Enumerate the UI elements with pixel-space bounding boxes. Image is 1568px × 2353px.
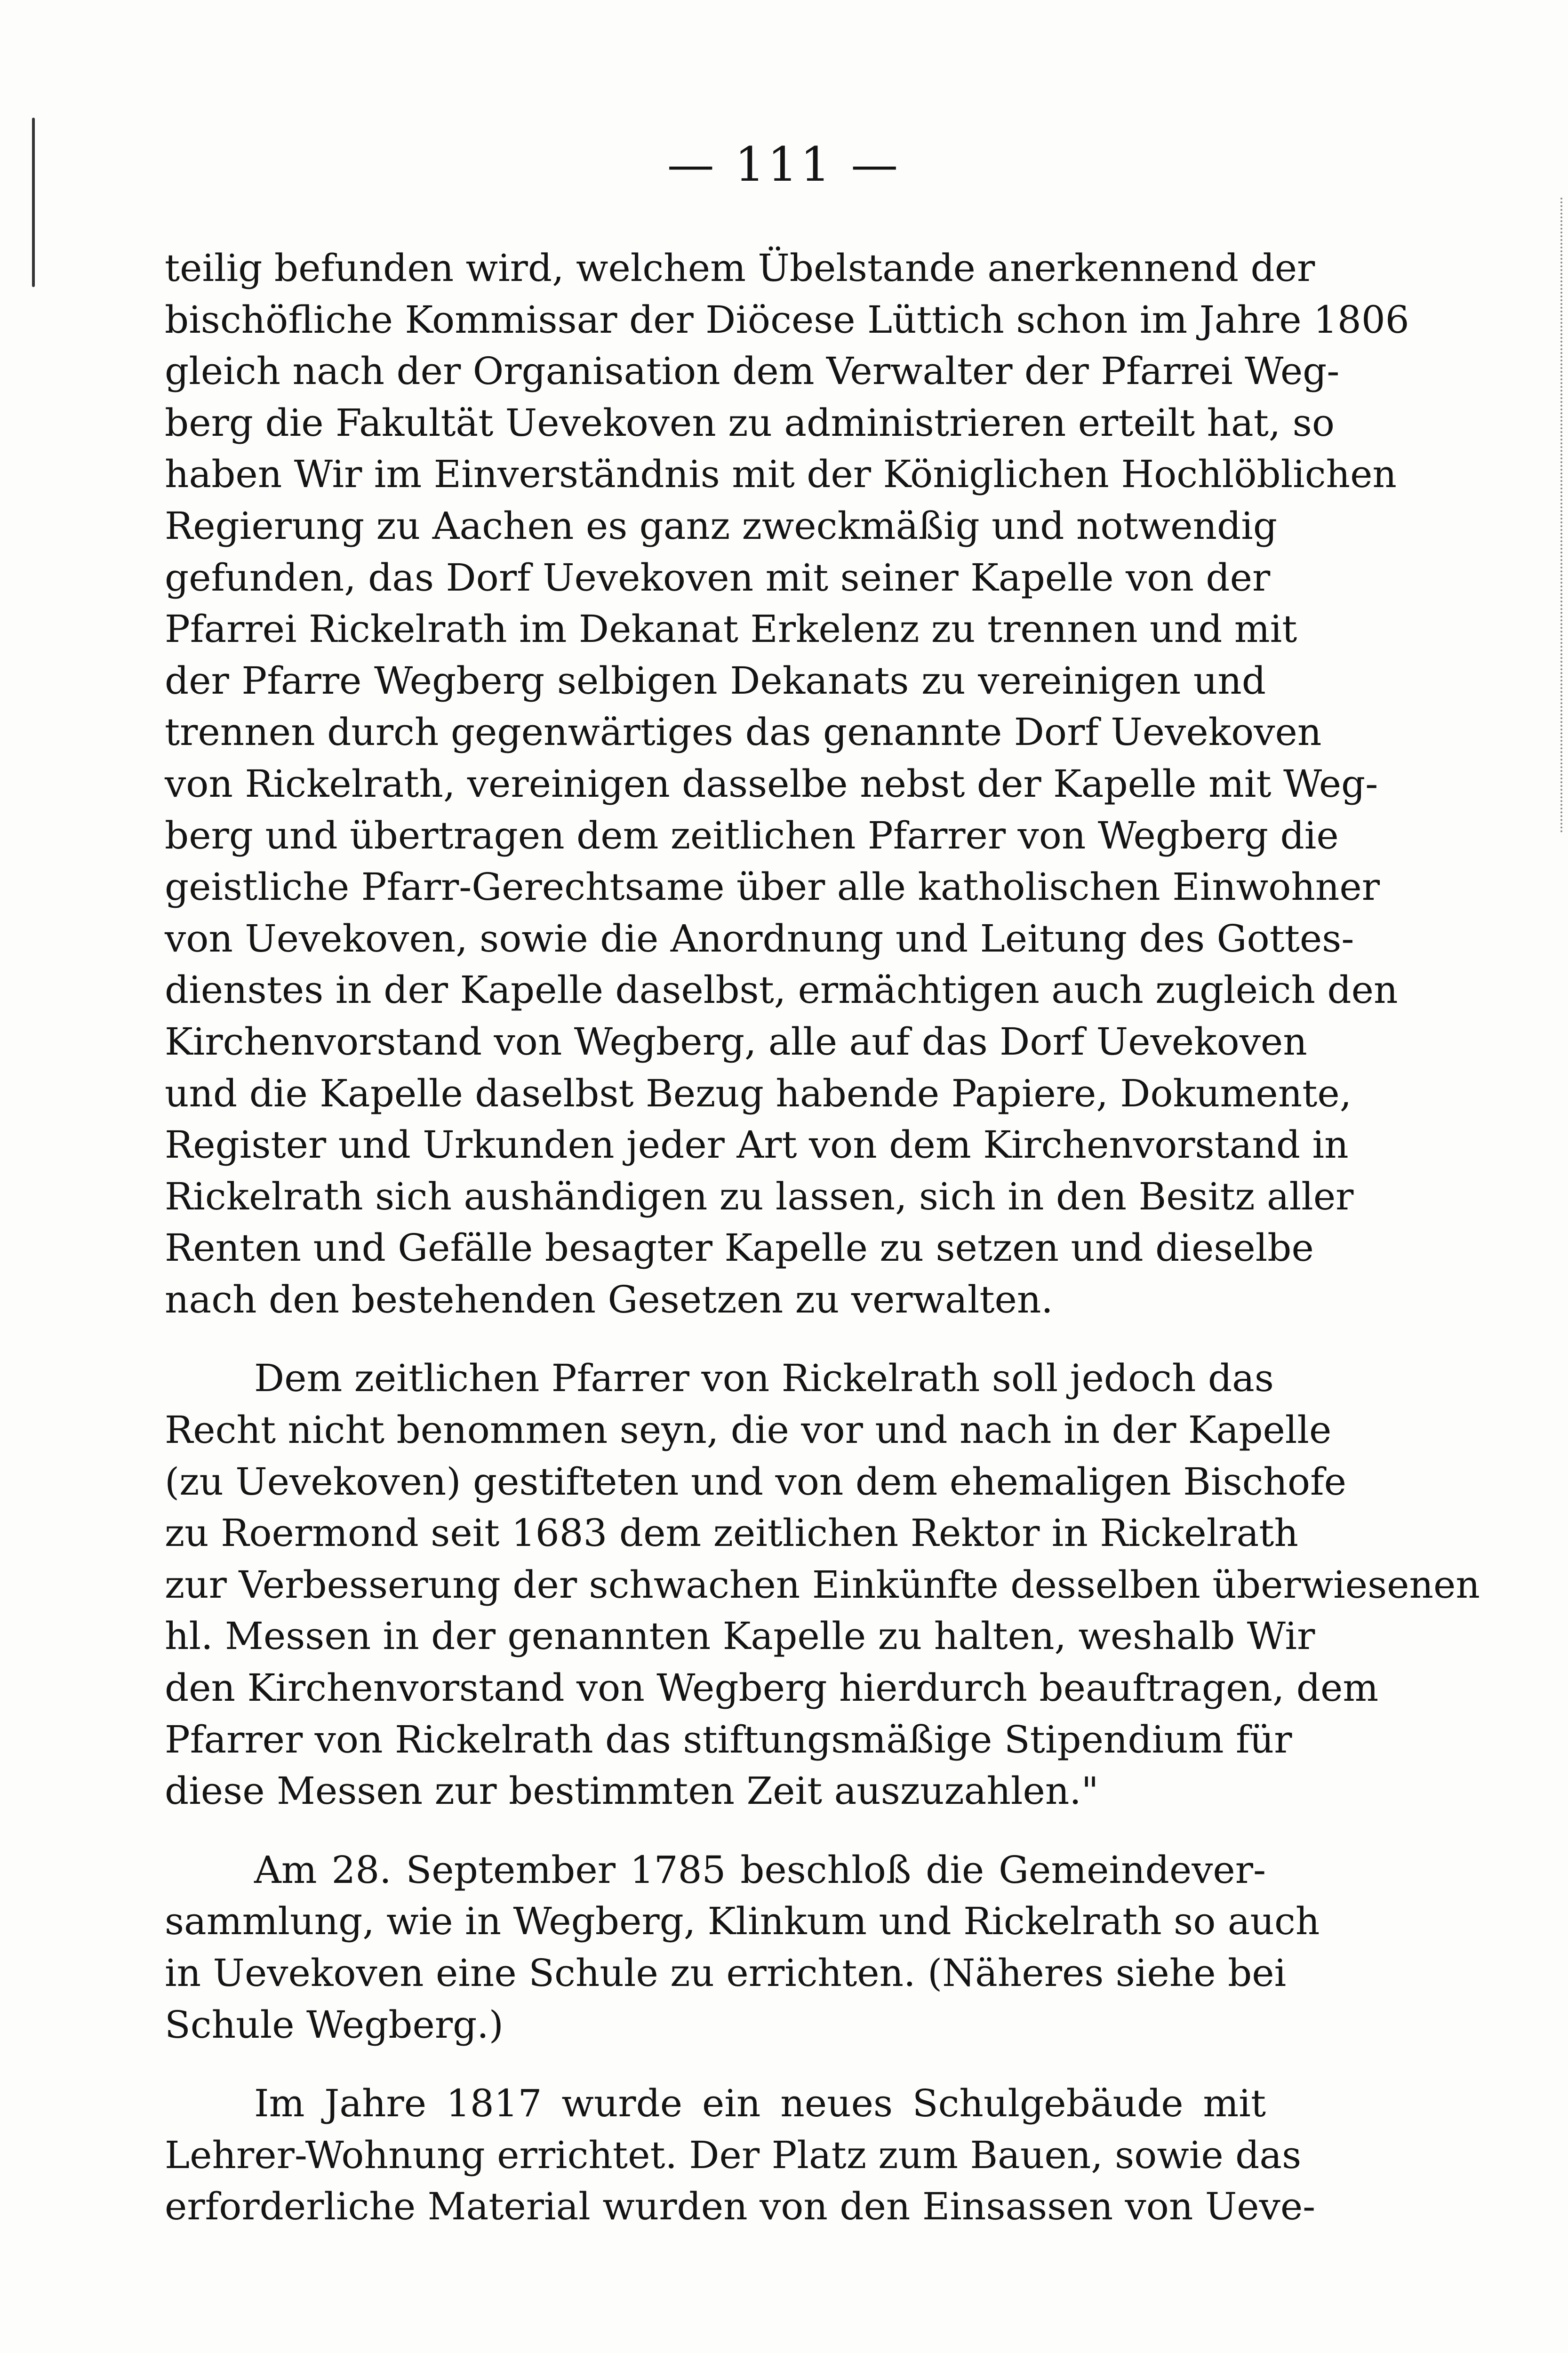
text-line: geistliche Pfarr-Gerechtsame über alle katholischen Einwohner bbox=[165, 865, 1380, 909]
text-line: Kirchenvorstand von Wegberg, alle auf das Dorf Uevekoven bbox=[165, 1019, 1307, 1064]
text-line: Dem zeitlichen Pfarrer von Rickelrath soll jedoch das bbox=[254, 1356, 1274, 1401]
text-line: haben Wir im Einverständnis mit der Königlichen Hochlöblichen bbox=[165, 452, 1397, 496]
text-line: Am 28. September 1785 beschloß die Gemeindever- bbox=[254, 1848, 1266, 1892]
text-line: teilig befunden wird, welchem Übelstande anerkennend der bbox=[165, 246, 1315, 290]
text-line: Im Jahre 1817 wurde ein neues Schulgebäude mit bbox=[254, 2081, 1266, 2126]
text-line: berg und übertragen dem zeitlichen Pfarrer von Wegberg die bbox=[165, 813, 1339, 857]
text-line: dienstes in der Kapelle daselbst, ermächtigen auch zugleich den bbox=[165, 968, 1398, 1012]
text-line: trennen durch gegenwärtiges das genannte Dorf Uevekoven bbox=[165, 710, 1322, 754]
text-line: gleich nach der Organisation dem Verwalter der Pfarrei Weg- bbox=[165, 349, 1340, 393]
text-line: nach den bestehenden Gesetzen zu verwalten. bbox=[165, 1277, 1053, 1321]
text-line: berg die Fakultät Uevekoven zu administrieren erteilt hat, so bbox=[165, 400, 1335, 445]
text-line: erforderliche Material wurden von den Einsassen von Ueve- bbox=[165, 2185, 1316, 2229]
text-line: zur Verbesserung der schwachen Einkünfte desselben überwiesenen bbox=[165, 1562, 1480, 1607]
scan-edge-dots bbox=[1560, 198, 1564, 833]
text-line: hl. Messen in der genannten Kapelle zu halten, weshalb Wir bbox=[165, 1614, 1315, 1658]
text-line: Pfarrer von Rickelrath das stiftungsmäßige Stipendium für bbox=[165, 1717, 1292, 1761]
text-line: gefunden, das Dorf Uevekoven mit seiner Kapelle von der bbox=[165, 555, 1271, 600]
text-line: Rickelrath sich aushändigen zu lassen, sich in den Besitz aller bbox=[165, 1174, 1354, 1218]
text-line: und die Kapelle daselbst Bezug habende Papiere, Dokumente, bbox=[165, 1071, 1352, 1115]
text-line: in Uevekoven eine Schule zu errichten. (Näheres siehe bei bbox=[165, 1951, 1287, 1995]
text-line: bischöfliche Kommissar der Diöcese Lüttich schon im Jahre 1806 bbox=[165, 297, 1409, 342]
text-line: der Pfarre Wegberg selbigen Dekanats zu vereinigen und bbox=[165, 658, 1266, 703]
text-line: Recht nicht benommen seyn, die vor und nach in der Kapelle bbox=[165, 1408, 1332, 1452]
text-line: sammlung, wie in Wegberg, Klinkum und Rickelrath so auch bbox=[165, 1899, 1320, 1944]
text-line: Renten und Gefälle besagter Kapelle zu setzen und dieselbe bbox=[165, 1226, 1314, 1270]
text-line: von Uevekoven, sowie die Anordnung und Leitung des Gottes- bbox=[165, 916, 1354, 960]
text-line: Pfarrei Rickelrath im Dekanat Erkelenz zu trennen und mit bbox=[165, 607, 1297, 651]
page-number: — 111 — bbox=[667, 137, 901, 192]
text-line: den Kirchenvorstand von Wegberg hierdurch beauftragen, dem bbox=[165, 1666, 1379, 1710]
text-line: Schule Wegberg.) bbox=[165, 2002, 504, 2047]
body-text bbox=[165, 242, 1480, 2233]
text-line: Regierung zu Aachen es ganz zweckmäßig und notwendig bbox=[165, 504, 1278, 548]
text-line: zu Roermond seit 1683 dem zeitlichen Rektor in Rickelrath bbox=[165, 1511, 1298, 1555]
text-line: Lehrer-Wohnung errichtet. Der Platz zum Bauen, sowie das bbox=[165, 2133, 1302, 2177]
text-line: diese Messen zur bestimmten Zeit auszuzahlen." bbox=[165, 1769, 1099, 1813]
text-line: von Rickelrath, vereinigen dasselbe nebst der Kapelle mit Weg- bbox=[165, 761, 1378, 806]
text-line: Register und Urkunden jeder Art von dem Kirchenvorstand in bbox=[165, 1123, 1349, 1167]
text-line: (zu Uevekoven) gestifteten und von dem ehemaligen Bischofe bbox=[165, 1459, 1347, 1504]
